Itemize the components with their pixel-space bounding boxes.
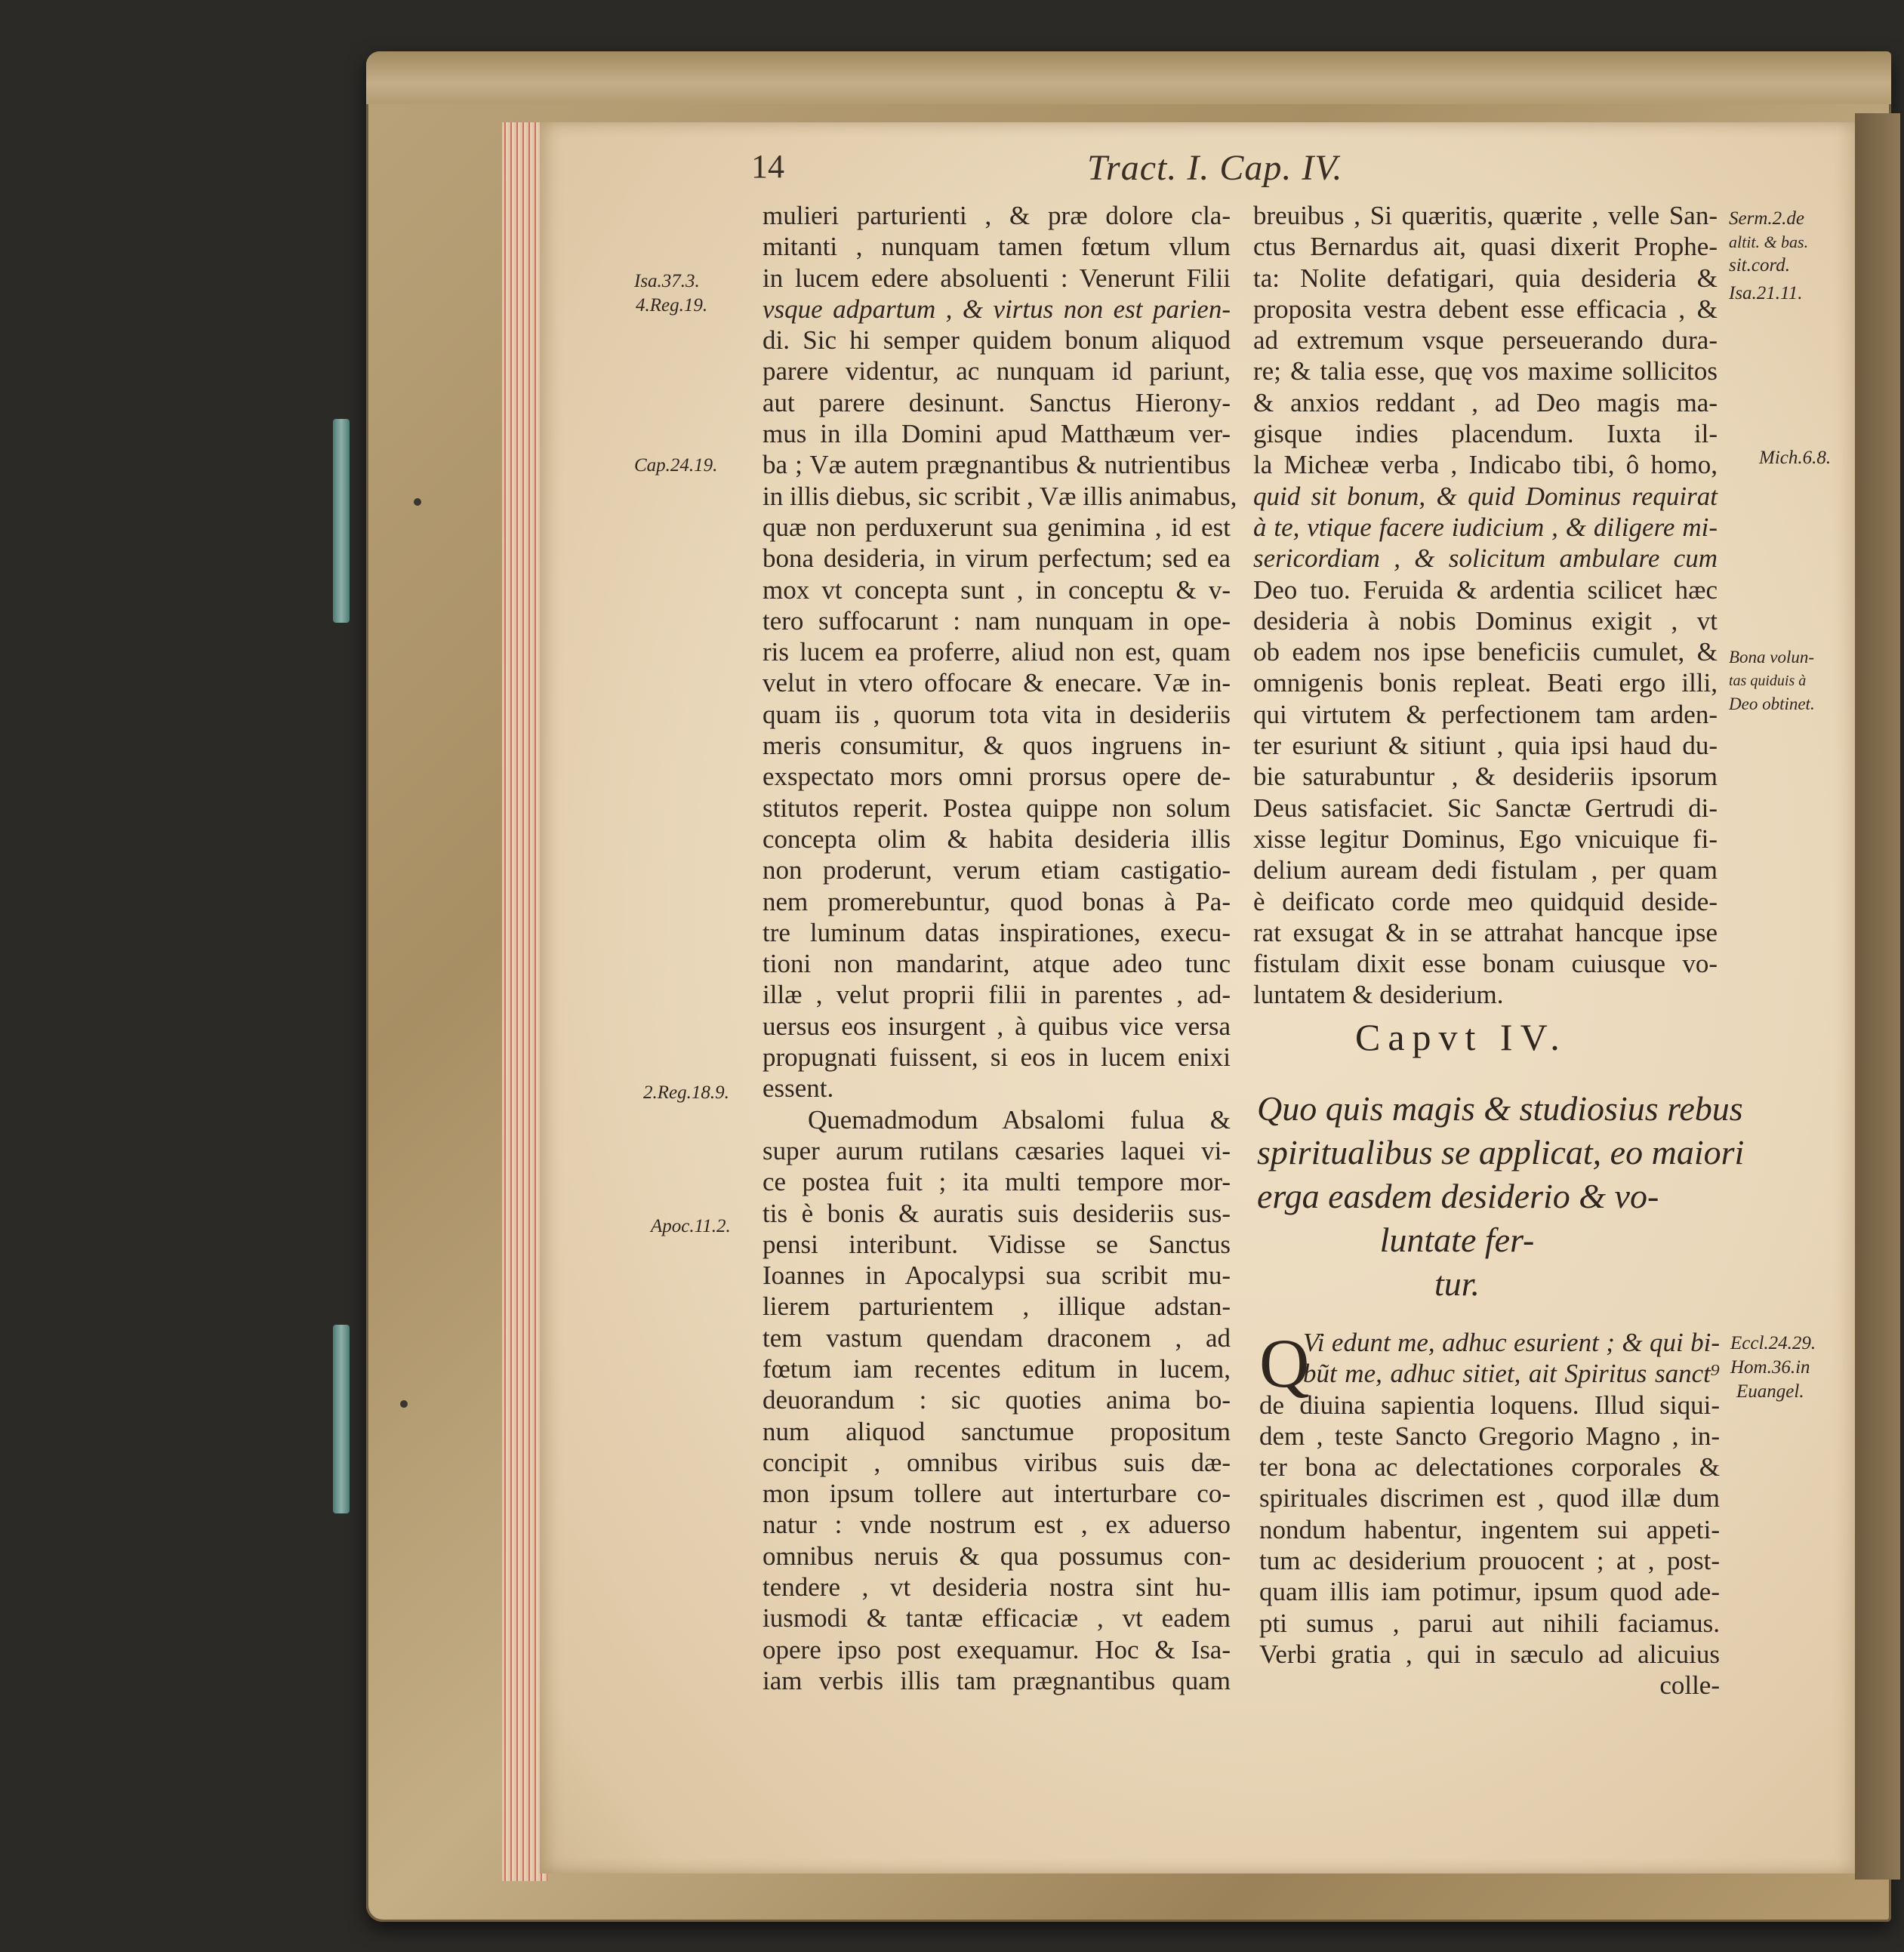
margin-note: sit.cord. [1729, 255, 1791, 276]
text-line: de diuina sapientia loquens. Illud siqui- [1259, 1390, 1720, 1420]
margin-note: 2.Reg.18.9. [643, 1082, 729, 1103]
text-line: nondum habentur, ingentem sui appeti- [1259, 1514, 1720, 1544]
text-line: exspectato mors omni prorsus opere de- [763, 762, 1231, 792]
chapter-title-line: tur. [1434, 1264, 1480, 1303]
text-line: num aliquod sanctumue propositum [763, 1416, 1231, 1446]
text-line: in illis diebus, sic scribit , Væ illis animabus, [763, 481, 1237, 511]
text-line: tre luminum datas inspirationes, execu- [763, 917, 1231, 947]
chapter-title-line: luntate fer- [1379, 1221, 1535, 1259]
margin-note: Hom.36.in [1730, 1357, 1810, 1378]
text-line: tero suffocarunt : nam nunquam in ope- [763, 605, 1231, 636]
text-line: re; & talia esse, quę vos maxime sollicitos [1253, 356, 1718, 386]
text-line: Verbi gratia , qui in sæculo ad alicuius [1259, 1639, 1720, 1669]
text-line: tendere , vt desideria nostra sint hu- [763, 1572, 1231, 1603]
margin-note: 4.Reg.19. [636, 295, 708, 316]
text-line: illæ , velut proprii filii in parentes , ad- [763, 980, 1231, 1010]
text-line: mitanti , nunquam tamen fœtum vllum [763, 232, 1231, 262]
text-line: in lucem edere absoluenti : Venerunt Filii [763, 263, 1231, 293]
text-line: vsque adpartum , & virtus non est parien- [763, 294, 1231, 324]
text-line: mus in illa Domini apud Matthæum ver- [763, 419, 1231, 449]
margin-note: Isa.21.11. [1729, 283, 1803, 303]
text-line: ad extremum vsque perseuerando dura- [1253, 325, 1718, 356]
text-line: tioni non mandarint, atque adeo tunc [763, 949, 1231, 979]
text-line: tem vastum quendam draconem , ad [763, 1322, 1231, 1353]
text-line: quam iis , quorum tota vita in desideriis [763, 699, 1231, 729]
text-line: qui virtutem & perfectionem tam arden- [1253, 699, 1718, 729]
text-line: proposita vestra debent esse efficacia , & [1253, 294, 1718, 324]
page-number: 14 [751, 148, 784, 185]
text-line: tum ac desiderium prouocent ; at , post- [1259, 1546, 1720, 1576]
text-line: bie saturabuntur , & desideriis ipsorum [1253, 762, 1718, 792]
left-text-column [763, 200, 1237, 1696]
text-line: nem promerebuntur, quod bonas à Pa- [763, 886, 1231, 916]
text-line: ob eadem nos ipse beneficiis cumulet, & [1253, 637, 1718, 667]
text-line: super aurum rutilans cæsaries laquei vi- [763, 1135, 1231, 1165]
hinge-rivet [400, 1400, 408, 1408]
text-line: delium auream dedi fistulam , per quam [1253, 855, 1718, 885]
margin-note: Serm.2.de [1729, 208, 1804, 229]
text-line: omnibus neruis & qua possumus con- [763, 1541, 1231, 1571]
text-line: parere videntur, ac nunquam id pariunt, [763, 356, 1231, 386]
text-line: bũt me, adhuc sitiet, ait Spiritus sanct⁹ [1303, 1359, 1720, 1389]
margin-note: Apoc.11.2. [651, 1216, 731, 1236]
chapter-title [1257, 1087, 1745, 1306]
text-line: ctus Bernardus ait, quasi dixerit Prophe- [1253, 232, 1718, 262]
text-line: non proderunt, verum etiam castigatio- [763, 855, 1231, 885]
margin-note: Eccl.24.29. [1730, 1333, 1816, 1353]
text-line: concipit , omnibus viribus suis dæ- [763, 1447, 1231, 1477]
text-line: desideria à nobis Dominus exigit , vt [1253, 605, 1718, 636]
chapter-title-line: erga easdem desiderio & vo- [1257, 1177, 1659, 1215]
text-line: Deo tuo. Feruida & ardentia scilicet hæc [1253, 574, 1718, 605]
chapter-title-line: spiritualibus se applicat, eo maiori [1257, 1133, 1745, 1172]
text-line: ce postea fuit ; ita multi tempore mor- [763, 1167, 1231, 1197]
text-line: velut in vtero offocare & enecare. Væ in- [763, 668, 1231, 698]
text-line: quid sit bonum, & quid Dominus requirat [1253, 481, 1718, 511]
text-line: mon ipsum tollere aut interturbare co- [763, 1479, 1231, 1509]
catchword: colle- [1659, 1670, 1720, 1701]
text-line: dem , teste Sancto Gregorio Magno , in- [1259, 1421, 1720, 1451]
facing-page-edge [1855, 113, 1900, 1880]
text-line: natur : vnde nostrum est , ex aduerso [763, 1510, 1231, 1540]
text-line: quæ non perduxerunt sua genimina , id est [763, 512, 1231, 542]
text-line: omnigenis bonis repleat. Beati ergo illi, [1253, 668, 1718, 698]
text-line: & anxios reddant , ad Deo magis ma- [1253, 387, 1718, 417]
text-line: concepta olim & habita desideria illis [763, 824, 1231, 854]
text-line: stitutos reperit. Postea quippe non solum [763, 793, 1231, 823]
text-line: breuibus , Si quæritis, quærite , velle San- [1253, 201, 1718, 230]
drop-initial: Q [1259, 1325, 1310, 1402]
text-line: mox vt concepta sunt , in conceptu & v- [763, 574, 1231, 605]
book-spine-edge [366, 51, 1891, 104]
text-line: meris consumitur, & quos ingruens in- [763, 731, 1231, 761]
chapter-heading: Capvt IV. [1355, 1016, 1567, 1058]
text-line: gisque indies placendum. Iuxta il- [1253, 419, 1718, 449]
text-line: lierem parturientem , illique adstan- [763, 1292, 1231, 1322]
margin-note: Isa.37.3. [634, 271, 700, 291]
margin-note: tas quiduis à [1729, 673, 1807, 689]
text-line: opere ipso post exequamur. Hoc & Isa- [763, 1634, 1231, 1664]
text-line: la Micheæ verba , Indicabo tibi, ô homo, [1253, 450, 1718, 480]
text-line: ta: Nolite defatigari, quia desideria & [1253, 263, 1718, 293]
text-line: sericordiam , & solicitum ambulare cum [1253, 543, 1718, 574]
text-line: iusmodi & tantæ efficaciæ , vt eadem [763, 1603, 1231, 1633]
text-line: fœtum iam recentes editum in lucem, [763, 1353, 1231, 1384]
hinge-rivet [414, 498, 421, 506]
text-line: uersus eos insurgent , à quibus vice versa [763, 1011, 1231, 1041]
text-line: mulieri parturienti , & præ dolore cla- [763, 201, 1231, 230]
right-text-column-bottom [1259, 1327, 1720, 1701]
margin-note: Deo obtinet. [1729, 694, 1815, 713]
text-line: pensi interibunt. Vidisse se Sanctus [763, 1229, 1231, 1259]
text-line: à te, vtique facere iudicium , & diligere mi- [1253, 512, 1718, 542]
text-line: ter bona ac delectationes corporales & [1259, 1452, 1720, 1482]
text-line: ter esuriunt & sitiunt , quia ipsi haud du- [1253, 731, 1718, 761]
text-line: luntatem & desiderium. [1253, 980, 1504, 1010]
text-line: aut parere desinunt. Sanctus Hierony- [763, 387, 1231, 417]
text-line: pti sumus , parui aut nihili faciamus. [1259, 1608, 1720, 1638]
text-line: essent. [763, 1073, 834, 1104]
text-line: Deus satisfaciet. Sic Sanctæ Gertrudi di- [1253, 793, 1718, 823]
text-line: quam illis iam potimur, ipsum quod ade- [1259, 1577, 1720, 1607]
margin-note: altit. & bas. [1729, 232, 1809, 251]
text-line: Ioannes in Apocalypsi sua scribit mu- [763, 1261, 1231, 1291]
text-line: di. Sic hi semper quidem bonum aliquod [763, 325, 1231, 356]
chapter-title-line: Quo quis magis & studiosius rebus [1257, 1089, 1743, 1128]
margin-note: Euangel. [1736, 1381, 1804, 1402]
right-text-column-top [1253, 200, 1718, 1011]
running-head: Tract. I. Cap. IV. [1087, 148, 1343, 188]
text-line: rat exsugat & in se attrahat hancque ipse [1253, 917, 1718, 947]
text-line: ba ; Væ autem prægnantibus & nutrientibus [763, 450, 1231, 480]
text-line: Quemadmodum Absalomi fulua & [808, 1104, 1231, 1135]
text-line: ris lucem ea proferre, aliud non est, quam [763, 637, 1231, 667]
clasp-hinge-bottom [333, 1325, 350, 1513]
text-line: deuorandum : sic quoties anima bo- [763, 1385, 1231, 1415]
margin-note: Cap.24.19. [634, 455, 718, 476]
text-line: bona desideria, in virum perfectum; sed ea [763, 543, 1231, 574]
margin-note: Bona volun- [1729, 648, 1815, 667]
text-line: spirituales discrimen est , quod illæ dum [1259, 1483, 1720, 1513]
clasp-hinge-top [333, 419, 350, 623]
text-line: fistulam dixit esse bonam cuiusque vo- [1253, 949, 1718, 979]
text-line: propugnati fuissent, si eos in lucem enixi [763, 1042, 1231, 1073]
text-line: tis è bonis & auratis suis desideriis sus- [763, 1198, 1231, 1228]
text-line: xisse legitur Dominus, Ego vnicuique fi- [1253, 824, 1718, 854]
text-line: Vi edunt me, adhuc esurient ; & qui bi- [1303, 1328, 1720, 1357]
text-line: iam verbis illis tam prægnantibus quam [763, 1665, 1231, 1695]
text-line: è deificato corde meo quidquid deside- [1253, 886, 1718, 916]
margin-note: Mich.6.8. [1759, 448, 1832, 468]
